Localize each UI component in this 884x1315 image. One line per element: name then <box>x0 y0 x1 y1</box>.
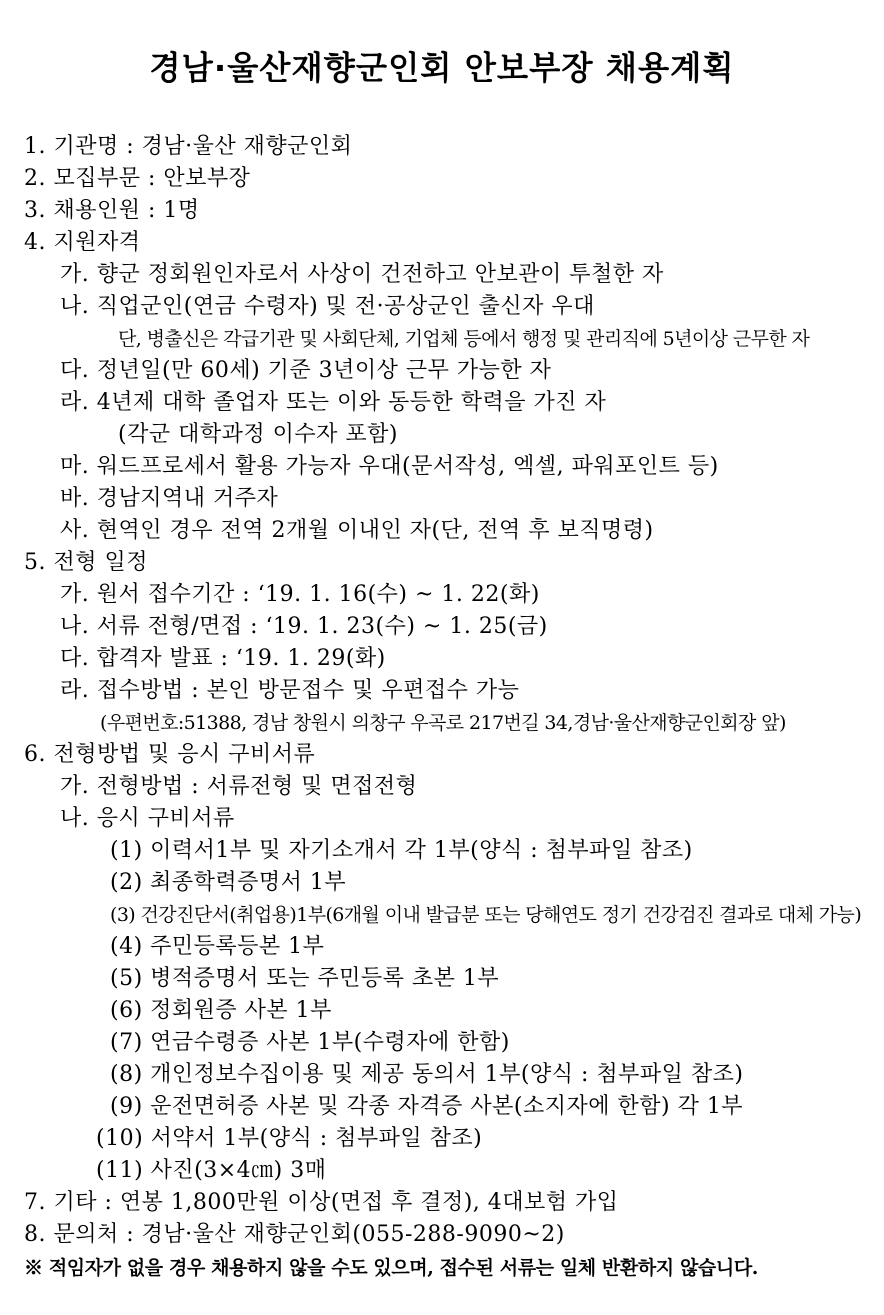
qualification-item-a: 가. 향군 정회원인자로서 사상이 건전하고 안보관이 투철한 자 <box>60 262 664 287</box>
schedule-item-b: 나. 서류 전형/면접 : ‘19. 1. 23(수) ~ 1. 25(금) <box>60 614 548 639</box>
qualification-item-e: 마. 워드프로세서 활용 가능자 우대(문서작성, 엑셀, 파워포인트 등) <box>60 454 719 479</box>
qualification-item-c: 다. 정년일(만 60세) 기준 3년이상 근무 가능한 자 <box>60 358 552 383</box>
method-heading: 6. 전형방법 및 응시 구비서류 <box>24 742 316 767</box>
qualification-item-b-note: 단, 병출신은 각급기관 및 사회단체, 기업체 등에서 행정 및 관리직에 5년이상 근무한 자 <box>118 328 810 350</box>
doc-item: (4) 주민등록등본 1부 <box>110 934 325 959</box>
qualification-item-b: 나. 직업군인(연금 수령자) 및 전·공상군인 출신자 우대 <box>60 294 595 319</box>
count-line: 3. 채용인원 : 1명 <box>24 198 200 223</box>
doc-item: (10) 서약서 1부(양식 : 첨부파일 참조) <box>96 1126 483 1151</box>
doc-item: (6) 정회원증 사본 1부 <box>110 998 332 1023</box>
qualification-item-d-note: (각군 대학과정 이수자 포함) <box>118 422 398 447</box>
method-item-a: 가. 전형방법 : 서류전형 및 면접전형 <box>60 774 418 799</box>
doc-item: (5) 병적증명서 또는 주민등록 초본 1부 <box>110 966 500 991</box>
dept-line: 2. 모집부문 : 안보부장 <box>24 166 251 191</box>
qualification-heading: 4. 지원자격 <box>24 230 141 255</box>
etc-line: 7. 기타 : 연봉 1,800만원 이상(면접 후 결정), 4대보험 가입 <box>24 1190 619 1215</box>
doc-item: (3) 건강진단서(취업용)1부(6개월 이내 발급분 또는 당해연도 정기 건강검진 결과로 대체 가능) <box>110 904 862 926</box>
page-title: 경남·울산재향군인회 안보부장 채용계획 <box>149 49 735 87</box>
schedule-item-d: 라. 접수방법 : 본인 방문접수 및 우편접수 가능 <box>60 678 520 703</box>
doc-item: (8) 개인정보수집이용 및 제공 동의서 1부(양식 : 첨부파일 참조) <box>110 1062 744 1087</box>
notice-line: ※ 적임자가 없을 경우 채용하지 않을 수도 있으며, 접수된 서류는 일체 반환하지 않습니다. <box>24 1257 758 1279</box>
doc-item: (11) 사진(3×4㎝) 3매 <box>96 1158 327 1183</box>
doc-item: (2) 최종학력증명서 1부 <box>110 870 347 895</box>
schedule-heading: 5. 전형 일정 <box>24 550 148 575</box>
qualification-item-g: 사. 현역인 경우 전역 2개월 이내인 자(단, 전역 후 보직명령) <box>60 518 654 543</box>
qualification-item-f: 바. 경남지역내 거주자 <box>60 486 279 511</box>
contact-line: 8. 문의처 : 경남·울산 재향군인회(055-288-9090~2) <box>24 1222 565 1247</box>
qualification-item-d: 라. 4년제 대학 졸업자 또는 이와 동등한 학력을 가진 자 <box>60 390 607 415</box>
doc-item: (1) 이력서1부 및 자기소개서 각 1부(양식 : 첨부파일 참조) <box>110 838 693 863</box>
schedule-item-d-note: (우편번호:51388, 경남 창원시 의창구 우곡로 217번길 34,경남·울산재향군인회장 앞) <box>100 712 786 734</box>
doc-item: (7) 연금수령증 사본 1부(수령자에 한함) <box>110 1030 510 1055</box>
doc-item: (9) 운전면허증 사본 및 각종 자격증 사본(소지자에 한함) 각 1부 <box>110 1094 744 1119</box>
schedule-item-c: 다. 합격자 발표 : ‘19. 1. 29(화) <box>60 646 386 671</box>
method-item-b: 나. 응시 구비서류 <box>60 806 235 831</box>
schedule-item-a: 가. 원서 접수기간 : ‘19. 1. 16(수) ~ 1. 22(화) <box>60 582 540 607</box>
org-line: 1. 기관명 : 경남·울산 재향군인회 <box>24 134 353 159</box>
